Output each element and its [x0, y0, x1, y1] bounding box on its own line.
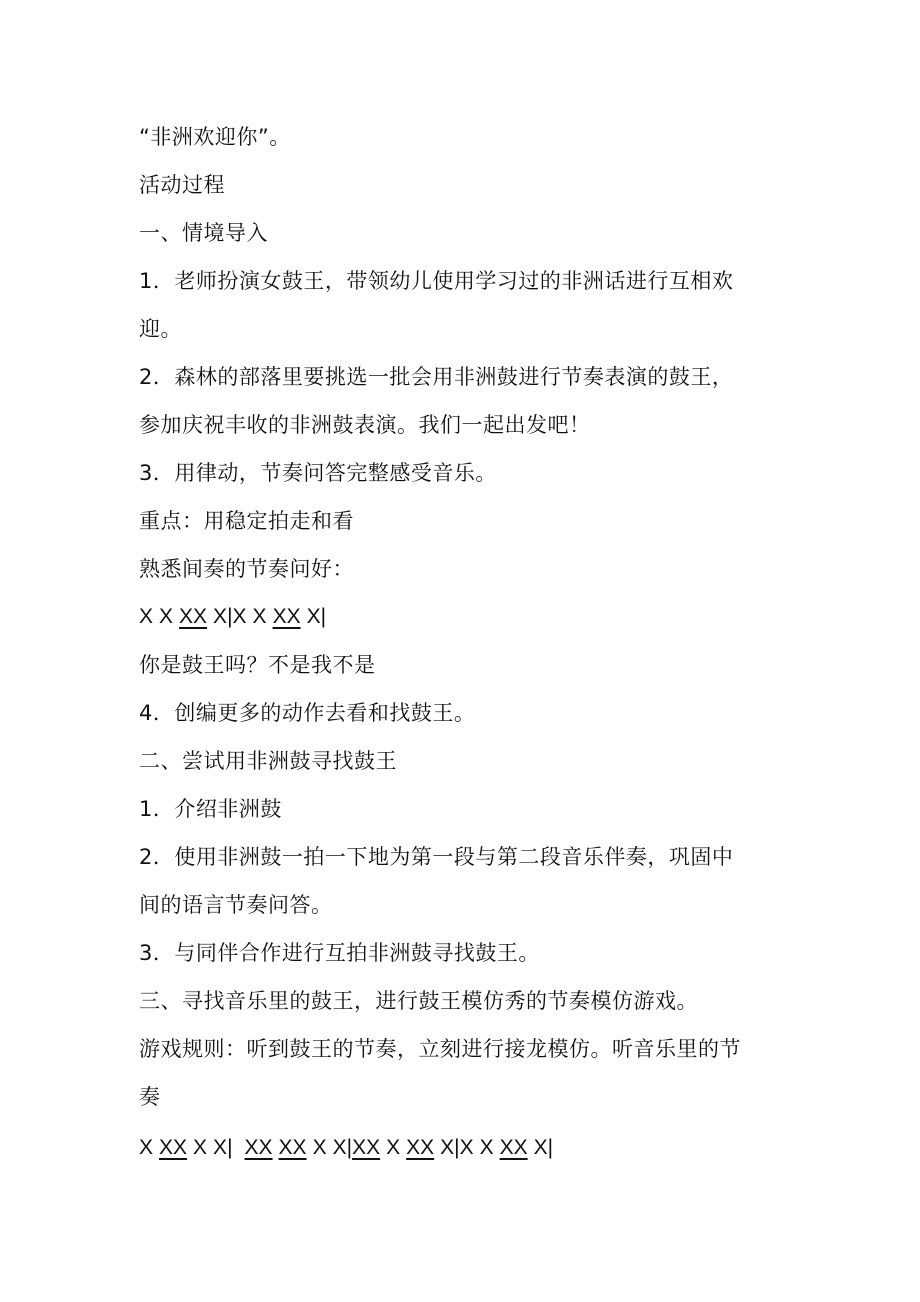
- rhythm-note: X: [459, 1136, 474, 1159]
- text-line-1-2-cont: 参加庆祝丰收的非洲鼓表演。我们一起出发吧！: [139, 413, 591, 437]
- rhythm-note: X: [312, 1136, 327, 1159]
- bar-line: |: [346, 1136, 353, 1159]
- rhythm-note: X: [479, 1136, 494, 1159]
- rhythm-note-underlined: XX: [159, 1136, 188, 1159]
- rhythm-note: X: [213, 1136, 228, 1159]
- bar-line: |: [227, 1136, 233, 1159]
- rhythm-note-underlined: XX: [244, 1136, 273, 1159]
- rhythm-note-underlined: XX: [179, 605, 208, 628]
- text-line-game-rules: 游戏规则：听到鼓王的节奏，立刻进行接龙模仿。听音乐里的节: [139, 1037, 741, 1061]
- text-line-1-1-cont: 迎。: [139, 317, 182, 341]
- text-line-1-2: 2．森林的部落里要挑选一批会用非洲鼓进行节奏表演的鼓王，: [139, 365, 734, 389]
- text-line-key-point: 重点：用稳定拍走和看: [139, 509, 354, 533]
- rhythm-note: X: [159, 605, 174, 628]
- text-line-1-3: 3．用律动，节奏问答完整感受音乐。: [139, 461, 497, 485]
- rhythm-note: X: [232, 605, 247, 628]
- text-line-2-2-cont: 间的语言节奏问答。: [139, 893, 333, 917]
- bar-line: |: [547, 1136, 554, 1159]
- rhythm-note: X: [213, 605, 228, 628]
- rhythm-notation-1: [139, 602, 799, 632]
- rhythm-note: X: [533, 1136, 548, 1159]
- rhythm-note: X: [332, 1136, 347, 1159]
- rhythm-note: X: [252, 605, 267, 628]
- bar-line: |: [454, 1136, 460, 1159]
- rhythm-note: X: [139, 605, 154, 628]
- heading-section-1: 一、情境导入: [139, 221, 268, 245]
- rhythm-note: X: [386, 1136, 401, 1159]
- text-line-2-2: 2．使用非洲鼓一拍一下地为第一段与第二段音乐伴奏，巩固中: [139, 845, 734, 869]
- rhythm-notation-2: [139, 1133, 799, 1163]
- heading-section-2: 二、尝试用非洲鼓寻找鼓王: [139, 749, 397, 773]
- bar-line: |: [227, 605, 233, 628]
- rhythm-note-underlined: XX: [278, 1136, 307, 1159]
- text-line-2-3: 3．与同伴合作进行互拍非洲鼓寻找鼓王。: [139, 941, 540, 965]
- text-line-welcome: “非洲欢迎你”。: [139, 125, 291, 149]
- rhythm-note-underlined: XX: [352, 1136, 381, 1159]
- text-line-1-1: 1．老师扮演女鼓王，带领幼儿使用学习过的非洲话进行互相欢: [139, 269, 734, 293]
- rhythm-note-underlined: XX: [499, 1136, 528, 1159]
- rhythm-note: X: [440, 1136, 455, 1159]
- rhythm-note-underlined: XX: [406, 1136, 435, 1159]
- text-line-1-4: 4．创编更多的动作去看和找鼓王。: [139, 701, 476, 725]
- text-line-2-1: 1．介绍非洲鼓: [139, 797, 282, 821]
- heading-activity-process: 活动过程: [139, 173, 225, 197]
- rhythm-note: X: [306, 605, 321, 628]
- rhythm-note: X: [193, 1136, 208, 1159]
- text-line-lyrics: 你是鼓王吗？不是我不是: [139, 653, 376, 677]
- heading-section-3: 三、寻找音乐里的鼓王，进行鼓王模仿秀的节奏模仿游戏。: [139, 989, 698, 1013]
- rhythm-note: X: [139, 1136, 154, 1159]
- text-line-interlude: 熟悉间奏的节奏问好：: [139, 557, 354, 581]
- text-line-game-rules-cont: 奏: [139, 1085, 161, 1109]
- bar-line: |: [320, 605, 327, 628]
- rhythm-note-underlined: XX: [272, 605, 301, 628]
